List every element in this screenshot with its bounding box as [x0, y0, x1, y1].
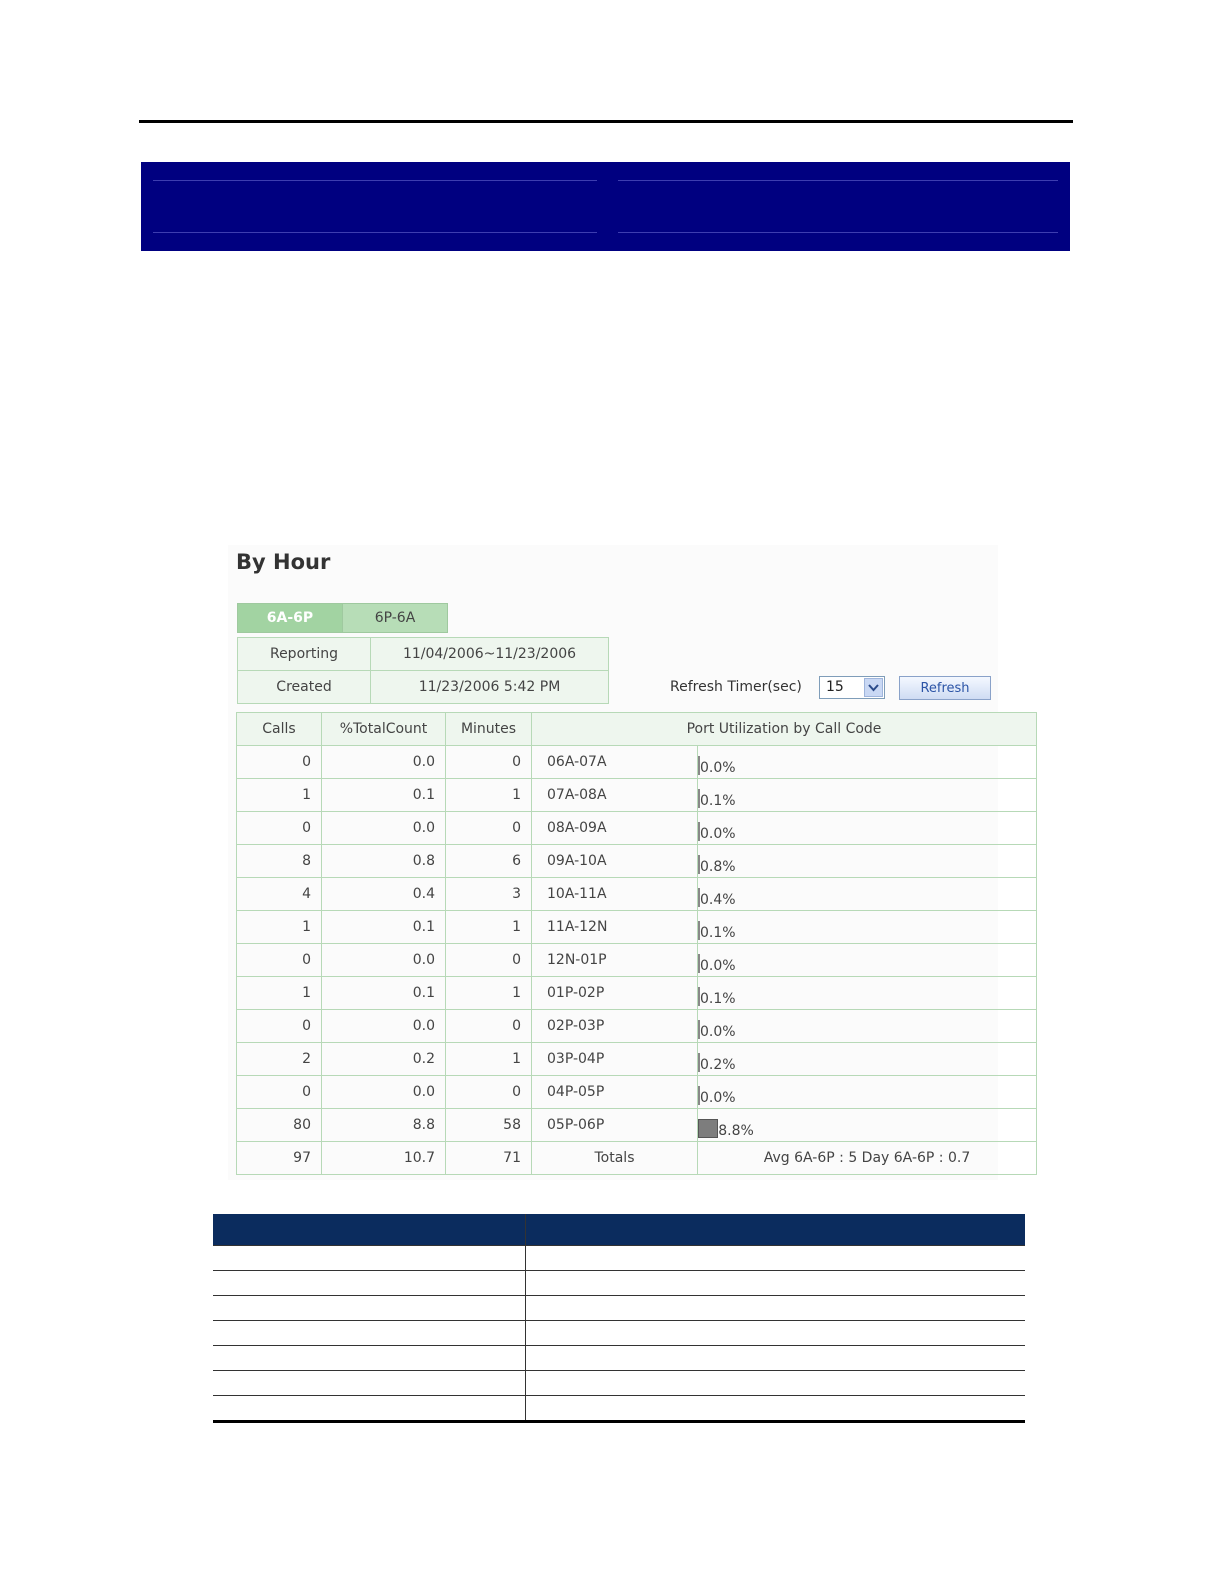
description-header-cell [526, 1214, 1026, 1246]
minutes-cell: 0 [446, 812, 532, 845]
table-row [213, 1396, 1025, 1422]
calls-cell: 1 [237, 911, 322, 944]
utilization-cell [698, 812, 1037, 845]
reporting-label: Reporting [238, 638, 371, 671]
utilization-cell [698, 1043, 1037, 1076]
report-info-table [237, 637, 609, 704]
tab-6a-6p[interactable]: 6A-6P [237, 603, 343, 633]
total-count-cell: 0.0 [322, 1076, 446, 1109]
minutes-cell: 1 [446, 779, 532, 812]
utilization-cell [698, 746, 1037, 779]
table-row [237, 746, 1037, 779]
calls-cell: 0 [237, 944, 322, 977]
average-summary: Avg 6A-6P : 5 Day 6A-6P : 0.7 [698, 1142, 1037, 1175]
calls-cell: 2 [237, 1043, 322, 1076]
utilization-label: 0.0% [700, 958, 736, 974]
total-count-cell: 0.0 [322, 944, 446, 977]
period-cell: 06A-07A [532, 746, 698, 779]
utilization-cell [698, 911, 1037, 944]
column-header-calls: Calls [237, 713, 322, 746]
utilization-cell [698, 1109, 1037, 1142]
minutes-cell: 6 [446, 845, 532, 878]
time-range-tabs [237, 603, 448, 633]
total-count-cell: 0.1 [322, 911, 446, 944]
total-count-cell: 0.0 [322, 1010, 446, 1043]
calls-cell: 0 [237, 746, 322, 779]
calls-cell: 0 [237, 812, 322, 845]
period-cell: 12N-01P [532, 944, 698, 977]
calls-cell: 0 [237, 1010, 322, 1043]
top-rule [139, 120, 1073, 123]
utilization-cell [698, 977, 1037, 1010]
utilization-cell [698, 1076, 1037, 1109]
table-row [213, 1371, 1025, 1396]
table-row [237, 1076, 1037, 1109]
table-row [237, 911, 1037, 944]
refresh-button[interactable]: Refresh [899, 676, 991, 700]
utilization-cell [698, 779, 1037, 812]
utilization-label: 8.8% [718, 1123, 754, 1139]
period-cell: 02P-03P [532, 1010, 698, 1043]
total-count-cell: 0.2 [322, 1043, 446, 1076]
table-row [237, 977, 1037, 1010]
table-row [237, 944, 1037, 977]
calls-cell: 4 [237, 878, 322, 911]
utilization-label: 0.0% [700, 760, 736, 776]
utilization-cell [698, 1010, 1037, 1043]
table-row [237, 1109, 1037, 1142]
page-title: By Hour [236, 550, 331, 574]
minutes-cell: 0 [446, 944, 532, 977]
created-row [238, 671, 609, 704]
period-cell: 11A-12N [532, 911, 698, 944]
minutes-cell: 58 [446, 1109, 532, 1142]
calls-cell: 80 [237, 1109, 322, 1142]
total-minutes-cell: 71 [446, 1142, 532, 1175]
utilization-cell [698, 878, 1037, 911]
utilization-label: 0.2% [700, 1057, 736, 1073]
period-cell: 10A-11A [532, 878, 698, 911]
table-row [237, 845, 1037, 878]
table-header-row [237, 713, 1037, 746]
period-cell: 09A-10A [532, 845, 698, 878]
totals-row [237, 1142, 1037, 1175]
reporting-row [238, 638, 609, 671]
total-count-cell: 0.0 [322, 746, 446, 779]
minutes-cell: 1 [446, 977, 532, 1010]
minutes-cell: 1 [446, 911, 532, 944]
column-header-port-utilization: Port Utilization by Call Code [532, 713, 1037, 746]
table-row [213, 1321, 1025, 1346]
table-row [237, 1010, 1037, 1043]
table-row [213, 1346, 1025, 1371]
utilization-cell [698, 845, 1037, 878]
utilization-label: 0.0% [700, 1090, 736, 1106]
created-label: Created [238, 671, 371, 704]
table-row [237, 779, 1037, 812]
table-row [237, 812, 1037, 845]
period-cell: 01P-02P [532, 977, 698, 1010]
minutes-cell: 0 [446, 1010, 532, 1043]
utilization-label: 0.1% [700, 793, 736, 809]
period-cell: 03P-04P [532, 1043, 698, 1076]
calls-cell: 1 [237, 977, 322, 1010]
table-row [213, 1246, 1025, 1271]
description-table-header [213, 1214, 1025, 1246]
total-count-cell: 0.1 [322, 977, 446, 1010]
description-table [213, 1214, 1025, 1423]
hourly-data-table [236, 712, 1037, 1175]
table-row [237, 878, 1037, 911]
table-row [213, 1271, 1025, 1296]
utilization-label: 0.8% [700, 859, 736, 875]
utilization-label: 0.0% [700, 1024, 736, 1040]
refresh-timer-select[interactable] [819, 676, 885, 699]
total-count-cell: 0.1 [322, 779, 446, 812]
refresh-timer-value: 15 [826, 679, 844, 695]
chevron-down-icon[interactable] [864, 678, 883, 697]
total-count-cell: 0.8 [322, 845, 446, 878]
total-count-cell: 8.8 [322, 1109, 446, 1142]
total-count-cell: 0.4 [322, 878, 446, 911]
table-row [237, 1043, 1037, 1076]
totals-label: Totals [532, 1142, 698, 1175]
period-cell: 08A-09A [532, 812, 698, 845]
column-header-total-count: %TotalCount [322, 713, 446, 746]
total-count-cell: 0.0 [322, 812, 446, 845]
utilization-cell [698, 944, 1037, 977]
utilization-bar [698, 1119, 718, 1138]
minutes-cell: 3 [446, 878, 532, 911]
utilization-label: 0.1% [700, 991, 736, 1007]
header-banner [141, 162, 1070, 251]
minutes-cell: 1 [446, 1043, 532, 1076]
reporting-value: 11/04/2006~11/23/2006 [371, 638, 609, 671]
created-value: 11/23/2006 5:42 PM [371, 671, 609, 704]
description-header-cell [213, 1214, 526, 1246]
total-calls-cell: 97 [237, 1142, 322, 1175]
utilization-label: 0.0% [700, 826, 736, 842]
minutes-cell: 0 [446, 1076, 532, 1109]
total-pct-cell: 10.7 [322, 1142, 446, 1175]
calls-cell: 0 [237, 1076, 322, 1109]
refresh-timer-label: Refresh Timer(sec) [670, 679, 802, 695]
column-header-minutes: Minutes [446, 713, 532, 746]
utilization-label: 0.1% [700, 925, 736, 941]
period-cell: 07A-08A [532, 779, 698, 812]
calls-cell: 1 [237, 779, 322, 812]
calls-cell: 8 [237, 845, 322, 878]
utilization-label: 0.4% [700, 892, 736, 908]
tab-6p-6a[interactable]: 6P-6A [343, 603, 448, 633]
table-row [213, 1296, 1025, 1321]
period-cell: 05P-06P [532, 1109, 698, 1142]
period-cell: 04P-05P [532, 1076, 698, 1109]
minutes-cell: 0 [446, 746, 532, 779]
